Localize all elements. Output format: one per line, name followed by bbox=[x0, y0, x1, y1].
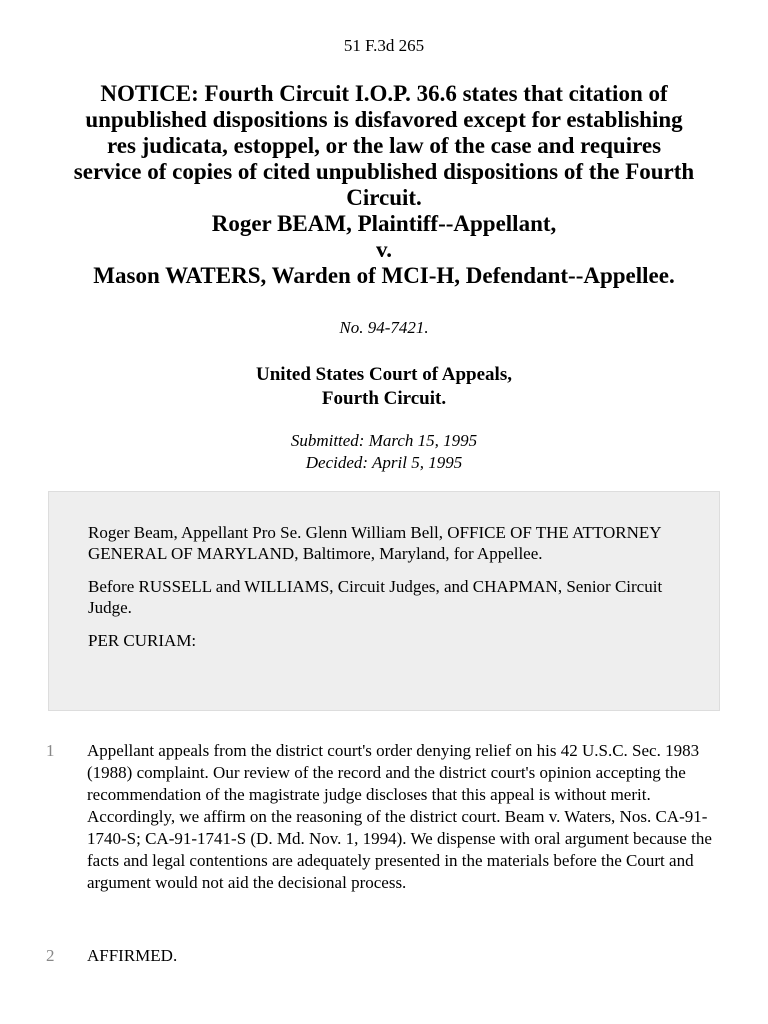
paragraph-number: 1 bbox=[46, 741, 55, 760]
paragraph-text: Appellant appeals from the district court's order denying relief on his 42 U.S.C. Sec. 1983 (1988) complaint. Our review of the record and the district court's opinion accepting the recommendation of the magistrate judge discloses that this appeal is without merit. Accordingly, we affirm on the reasoning of the district court. Beam v. Waters, Nos. CA-91-1740-S; CA-91-1741-S (D. Md. Nov. 1, 1994). We dispense with oral argument because the facts and legal contentions are adequately presented in the materials before the Court and argument would not aid the decisional process. bbox=[87, 741, 712, 892]
court-line-2: Fourth Circuit. bbox=[321, 388, 447, 409]
decided-date: Decided: April 5, 1995 bbox=[305, 453, 463, 472]
versus-label: v. bbox=[376, 237, 392, 262]
opinion-header-box bbox=[48, 491, 720, 711]
notice-line: NOTICE: Fourth Circuit I.O.P. 36.6 states that citation of bbox=[100, 81, 668, 106]
defendant-name: Mason WATERS, Warden of MCI-H, Defendant--Appellee. bbox=[93, 263, 675, 288]
case-citation: 51 F.3d 265 bbox=[343, 36, 425, 55]
notice-line: Circuit. bbox=[346, 185, 422, 210]
docket-number: No. 94-7421. bbox=[339, 318, 429, 337]
notice-line: service of copies of cited unpublished dispositions of the Fourth bbox=[73, 159, 695, 184]
paragraph-number: 2 bbox=[46, 946, 55, 965]
submitted-date: Submitted: March 15, 1995 bbox=[290, 431, 478, 450]
court-name bbox=[0, 363, 768, 411]
court-line-1: United States Court of Appeals, bbox=[256, 364, 512, 385]
notice-line: unpublished dispositions is disfavored except for establishing bbox=[85, 107, 683, 132]
judges-text: Before RUSSELL and WILLIAMS, Circuit Judges, and CHAPMAN, Senior Circuit Judge. bbox=[88, 577, 663, 617]
notice-line: res judicata, estoppel, or the law of the case and requires bbox=[106, 133, 662, 158]
paragraph-text: AFFIRMED. bbox=[87, 946, 178, 965]
case-dates bbox=[0, 430, 768, 474]
counsel-text: Roger Beam, Appellant Pro Se. Glenn William Bell, OFFICE OF THE ATTORNEY GENERAL OF MARYLAND, Baltimore, Maryland, for Appellee. bbox=[88, 523, 661, 563]
per-curiam-label: PER CURIAM: bbox=[88, 631, 197, 650]
case-title-block bbox=[40, 81, 728, 289]
plaintiff-name: Roger BEAM, Plaintiff--Appellant, bbox=[211, 211, 557, 236]
